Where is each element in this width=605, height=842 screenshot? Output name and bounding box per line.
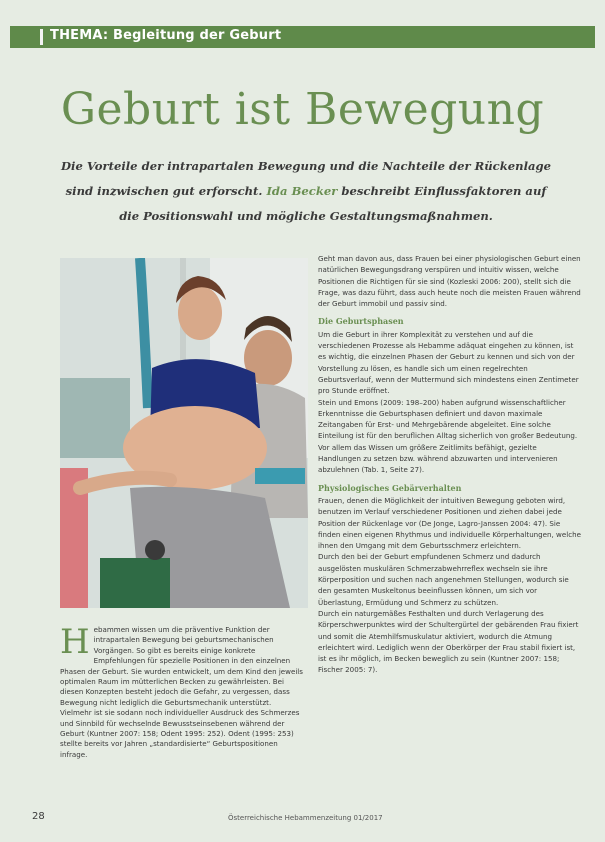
article-title: Geburt ist Bewegung (60, 84, 545, 135)
drop-cap: H (60, 622, 90, 662)
section-header-bar (10, 26, 595, 48)
section-label: THEMA: Begleitung der Geburt (50, 28, 282, 43)
lead-text-1: Die Vorteile der intrapartalen Bewegung und die Nachteile der Rückenlage sind inzwischen gut erforscht. (61, 159, 551, 198)
page-number: 28 (32, 811, 45, 822)
paragraph-behavior-3: Durch ein naturgemäßes Festhalten und durch Verlagerung des Körperschwerpunktes wird der Schultergürtel der gebärenden Frau fixiert und somit die Atemhilfsmuskulatur aktiviert, wodurch die Atmung erleichtert wird. Lediglich wenn der Oberkörper der Frau stabil fixiert ist, ist es ihr möglich, im Becken beweglich zu sein (Kuntner 2007: 158; Fischer 2005: 7). (318, 608, 579, 675)
photo-illustration (60, 258, 308, 608)
paragraph-phases-2: Stein und Emons (2009: 198–200) haben aufgrund wissenschaftlicher Erkenntnisse die Geburtsphasen definiert und davon maximale Zeitangaben für Erst- und Mehrgebärende abgeleitet. Eine solche Einteilung ist für den beruflichen Alltag sicherlich von großer Bedeutung. Vor allem das Wissen um größere Zeitlimits befähigt, gezielte Handlungen zu setzen bzw. während abzuwarten und intervenieren abzulehnen (Tab. 1, Seite 27). (318, 397, 578, 475)
paragraph-phases-1: Um die Geburt in ihrer Komplexität zu verstehen und auf die verschiedenen Prozesse als Hebamme adäquat eingehen zu können, ist es wichtig, die einzelnen Phasen der Geburt zu kennen und sich von der Vorstellung zu lösen, es handle sich um einen regelrechten Geburtsverlauf, wenn der Muttermund sich mindestens einen Zentimeter pro Stunde eröffnet. (318, 329, 579, 396)
subheading-phases: Die Geburtsphasen (318, 316, 404, 327)
paragraph-behavior-2: Durch den bei der Geburt empfundenen Schmerz und dadurch ausgelösten muskulären Schmerzabwehrreflex wechseln sie ihre Körperposition und suchen nach angenehmen Stellungen, wodurch sie den gesamten Muskeltonus beeinflussen können, um sich vor Überlastung, Ermüdung und Schmerz zu schützen. (318, 552, 569, 607)
article-photo (60, 258, 308, 608)
paragraph-behavior-1: Frauen, denen die Möglichkeit der intuitiven Bewegung geboten wird, benutzen im Verlauf verschiedener Positionen und ziehen dabei jede Position der Rückenlage vor (De Jonge, Lagro-Janssen 2004: 47). Sie finden einen eigenen Rhythmus und individuelle Körperhaltungen, welche ihnen den Umgang mit dem Geburtsschmerz erleichtern. (318, 495, 581, 551)
article-lead (56, 154, 556, 229)
body-right-column (318, 253, 582, 676)
header-divider (40, 29, 43, 45)
left-paragraph: ebammen wissen um die präventive Funktion der intrapartalen Bewegung bei geburtsmechanischen Vorgängen. So gibt es bereits einige konkrete Empfehlungen für spezielle Positionen in den einzelnen Phasen der Geburt. Sie wurden entwickelt, um dem Kind den jeweils optimalen Raum im mütterlichen Becken zu gewährleisten. Bei diesen Konzepten besteht jedoch die Gefahr, zu vergessen, dass Bewegung nicht lediglich die Geburtsmechanik unterstützt. Vielmehr ist sie sodann noch individueller Ausdruck des Schmerzes und Sinnbild für wechselnde Bewusstseinsebenen während der Geburt (Kuntner 2007: 158; Odent 1995: 252). Odent (1995: 253) stellte bereits vor Jahren „standardisierte“ Geburtspositionen infrage. (60, 625, 303, 759)
lead-author: Ida Becker (266, 184, 338, 198)
journal-name: Österreichische Hebammenzeitung 01/2017 (228, 814, 383, 822)
body-left-column (60, 622, 304, 760)
right-intro: Geht man davon aus, dass Frauen bei einer physiologischen Geburt einen natürlichen Bewegungsdrang verspüren und intuitiv wissen, welche Positionen die Richtigen für sie sind (Kozleski 2006: 200), stellt sich die Frage, was dazu führt, dass auch heute noch die meisten Frauen während der Geburt immobil und passiv sind. (318, 254, 581, 309)
lead-text-2: beschreibt Einflussfaktoren auf die Positionswahl und mögliche Gestaltungsmaßnahmen. (119, 184, 547, 223)
subheading-behavior: Physiologisches Gebärverhalten (318, 482, 462, 493)
